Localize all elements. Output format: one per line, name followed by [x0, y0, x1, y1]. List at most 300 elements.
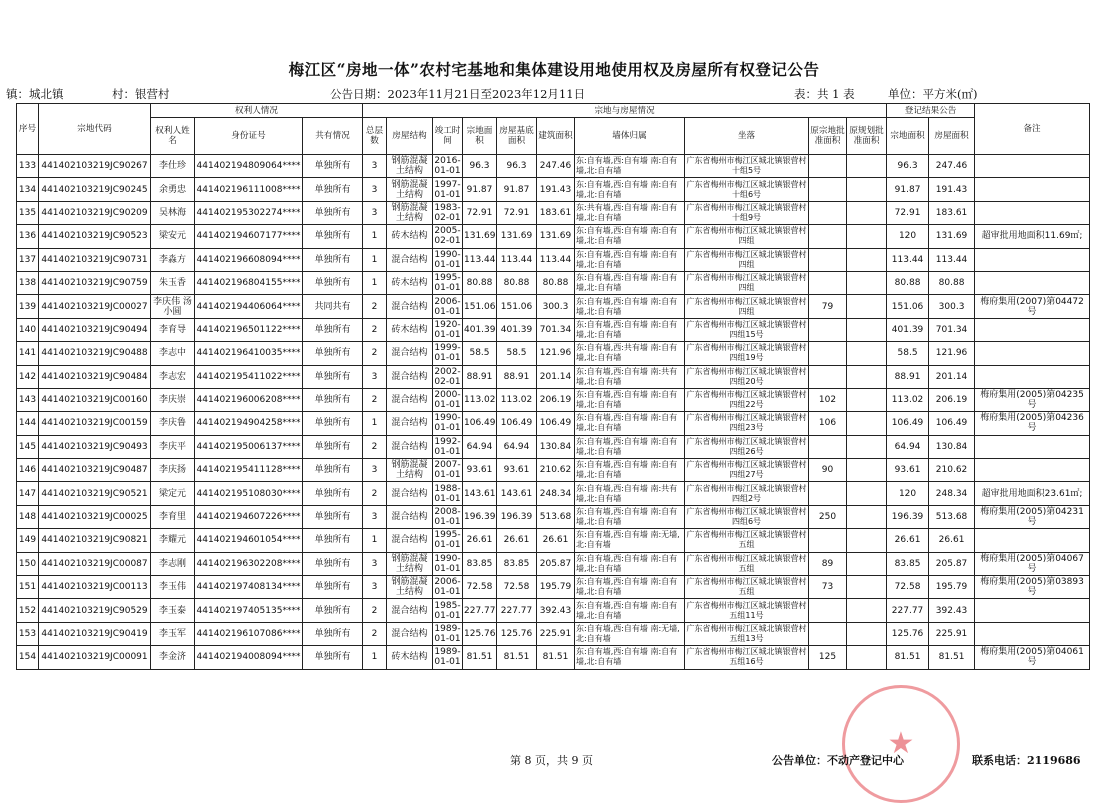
official-seal — [842, 685, 960, 803]
id-cell: 441402196608094**** — [195, 248, 303, 271]
registration-table — [16, 103, 1090, 670]
build-area-cell: 300.3 — [537, 295, 575, 318]
share-cell: 单独所有 — [303, 622, 363, 645]
id-cell: 441402196410035**** — [195, 342, 303, 365]
parcel-code-cell: 441402103219JC90487 — [39, 459, 151, 482]
base-area-cell: 64.94 — [497, 435, 537, 458]
orig-approved-cell — [809, 365, 847, 388]
id-cell: 441402197405135**** — [195, 599, 303, 622]
build-area-cell: 248.34 — [537, 482, 575, 505]
orig-approved-cell: 125 — [809, 646, 847, 669]
location-cell: 广东省梅州市梅江区城北镇银营村四组27号 — [685, 459, 809, 482]
table-row — [17, 576, 1090, 599]
result-land-cell: 113.44 — [887, 248, 929, 271]
seq-cell: 136 — [17, 225, 39, 248]
share-cell: 单独所有 — [303, 342, 363, 365]
share-cell: 单独所有 — [303, 388, 363, 411]
share-cell: 单独所有 — [303, 201, 363, 224]
completed-cell: 1990-01-01 — [434, 553, 461, 574]
build-area-cell: 26.61 — [537, 529, 575, 552]
result-house-cell: 206.19 — [929, 388, 975, 411]
result-land-cell: 151.06 — [887, 295, 929, 318]
seq-cell: 150 — [17, 552, 39, 575]
col-parcel-code: 宗地代码 — [39, 104, 151, 155]
location-cell: 广东省梅州市梅江区城北镇银营村四组23号 — [685, 412, 809, 435]
parcel-code-cell: 441402103219JC90521 — [39, 482, 151, 505]
col-result-house: 房屋面积 — [929, 118, 975, 155]
remark-cell — [975, 271, 1090, 294]
structure-cell: 混合结构 — [387, 435, 433, 458]
land-area-cell: 83.85 — [463, 552, 497, 575]
col-orig-planned: 原规划批准面积 — [847, 118, 887, 155]
result-house-cell: 195.79 — [929, 576, 975, 599]
id-cell: 441402196302208**** — [195, 552, 303, 575]
walls-cell: 东:自有墙,西:自有墙 南:自有墙,北:自有墙 — [575, 412, 685, 435]
build-area-cell: 701.34 — [537, 318, 575, 341]
group-owner: 权利人情况 — [151, 104, 363, 118]
orig-planned-cell — [847, 365, 887, 388]
base-area-cell: 58.5 — [497, 342, 537, 365]
owner-cell: 余勇忠 — [151, 178, 195, 201]
owner-cell: 李淼方 — [151, 248, 195, 271]
seq-cell: 142 — [17, 365, 39, 388]
remark-cell — [975, 318, 1090, 341]
location-cell: 广东省梅州市梅江区城北镇银营村四组26号 — [685, 435, 809, 458]
remark-cell — [975, 365, 1090, 388]
orig-planned-cell — [847, 225, 887, 248]
floors-cell: 2 — [363, 318, 387, 341]
remark-cell — [975, 342, 1090, 365]
table-row — [17, 365, 1090, 388]
floors-cell: 1 — [363, 412, 387, 435]
unit-label: 单位：平方米(㎡) — [888, 87, 978, 101]
land-area-cell: 227.77 — [463, 599, 497, 622]
seq-cell: 143 — [17, 388, 39, 411]
id-cell: 441402195006137**** — [195, 435, 303, 458]
orig-approved-cell — [809, 622, 847, 645]
structure-cell: 混合结构 — [387, 529, 433, 552]
walls-cell: 东:自有墙,西:自有墙 南:无墙,北:自有墙 — [575, 622, 685, 645]
base-area-cell: 143.61 — [497, 482, 537, 505]
land-area-cell: 401.39 — [463, 318, 497, 341]
orig-approved-cell — [809, 529, 847, 552]
parcel-code-cell: 441402103219JC90523 — [39, 225, 151, 248]
land-area-cell: 72.58 — [463, 576, 497, 599]
parcel-code-cell: 441402103219JC00027 — [39, 295, 151, 318]
owner-cell: 李耀元 — [151, 529, 195, 552]
orig-planned-cell — [847, 318, 887, 341]
orig-planned-cell — [847, 482, 887, 505]
table-row — [17, 412, 1090, 435]
orig-approved-cell: 89 — [809, 552, 847, 575]
id-cell: 441402194008094**** — [195, 646, 303, 669]
base-area-cell: 80.88 — [497, 271, 537, 294]
location-cell: 广东省梅州市梅江区城北镇银营村四组 — [685, 271, 809, 294]
floors-cell: 1 — [363, 271, 387, 294]
owner-cell: 梁定元 — [151, 482, 195, 505]
table-row — [17, 318, 1090, 341]
completed-cell: 1999-01-01 — [434, 343, 461, 364]
parcel-code-cell: 441402103219JC90731 — [39, 248, 151, 271]
orig-approved-cell — [809, 482, 847, 505]
result-land-cell: 196.39 — [887, 505, 929, 528]
seq-cell: 153 — [17, 622, 39, 645]
base-area-cell: 227.77 — [497, 599, 537, 622]
floors-cell: 2 — [363, 342, 387, 365]
seq-cell: 152 — [17, 599, 39, 622]
base-area-cell: 83.85 — [497, 552, 537, 575]
table-row — [17, 552, 1090, 575]
parcel-code-cell: 441402103219JC90821 — [39, 529, 151, 552]
col-completed: 竣工时间 — [433, 118, 463, 155]
base-area-cell: 113.44 — [497, 248, 537, 271]
page-title: 梅江区“房地一体”农村宅基地和集体建设用地使用权及房屋所有权登记公告 — [288, 60, 820, 79]
completed-cell: 2002-02-01 — [434, 366, 461, 387]
share-cell: 单独所有 — [303, 529, 363, 552]
col-base-area: 房屋基底面积 — [497, 118, 537, 155]
issuer-label: 公告单位：不动产登记中心 — [772, 754, 904, 767]
base-area-cell: 125.76 — [497, 622, 537, 645]
base-area-cell: 93.61 — [497, 459, 537, 482]
result-house-cell: 247.46 — [929, 155, 975, 178]
result-house-cell: 130.84 — [929, 435, 975, 458]
land-area-cell: 131.69 — [463, 225, 497, 248]
location-cell: 广东省梅州市梅江区城北镇银营村四组 — [685, 225, 809, 248]
structure-cell: 钢筋混凝土结构 — [387, 459, 433, 482]
orig-planned-cell — [847, 599, 887, 622]
result-house-cell: 513.68 — [929, 505, 975, 528]
base-area-cell: 151.06 — [497, 295, 537, 318]
orig-approved-cell: 73 — [809, 576, 847, 599]
table-row — [17, 646, 1090, 669]
location-cell: 广东省梅州市梅江区城北镇银营村四组 — [685, 248, 809, 271]
result-house-cell: 701.34 — [929, 318, 975, 341]
orig-planned-cell — [847, 622, 887, 645]
build-area-cell: 210.62 — [537, 459, 575, 482]
land-area-cell: 151.06 — [463, 295, 497, 318]
table-row — [17, 155, 1090, 178]
col-result-land: 宗地面积 — [887, 118, 929, 155]
owner-cell: 李育里 — [151, 505, 195, 528]
result-land-cell: 26.61 — [887, 529, 929, 552]
share-cell: 单独所有 — [303, 435, 363, 458]
build-area-cell: 130.84 — [537, 435, 575, 458]
structure-cell: 混合结构 — [387, 248, 433, 271]
seq-cell: 138 — [17, 271, 39, 294]
result-land-cell: 93.61 — [887, 459, 929, 482]
table-row — [17, 295, 1090, 318]
build-area-cell: 513.68 — [537, 505, 575, 528]
result-house-cell: 201.14 — [929, 365, 975, 388]
floors-cell: 3 — [363, 459, 387, 482]
structure-cell: 混合结构 — [387, 295, 433, 318]
land-area-cell: 88.91 — [463, 365, 497, 388]
result-land-cell: 91.87 — [887, 178, 929, 201]
star-icon: ★ — [887, 726, 915, 761]
location-cell: 广东省梅州市梅江区城北镇银营村四组15号 — [685, 318, 809, 341]
build-area-cell: 183.61 — [537, 201, 575, 224]
land-area-cell: 96.3 — [463, 155, 497, 178]
orig-approved-cell — [809, 271, 847, 294]
orig-planned-cell — [847, 248, 887, 271]
land-area-cell: 125.76 — [463, 622, 497, 645]
parcel-code-cell: 441402103219JC00160 — [39, 388, 151, 411]
parcel-code-cell: 441402103219JC90245 — [39, 178, 151, 201]
remark-cell: 超审批用地面积11.69㎡; — [975, 225, 1090, 248]
build-area-cell: 106.49 — [537, 412, 575, 435]
location-cell: 广东省梅州市梅江区城北镇银营村四组22号 — [685, 388, 809, 411]
seq-cell: 141 — [17, 342, 39, 365]
completed-cell: 2008-01-01 — [434, 507, 461, 528]
orig-planned-cell — [847, 435, 887, 458]
walls-cell: 东:自有墙,西:自有墙 南:无墙,北:自有墙 — [575, 529, 685, 552]
seq-cell: 145 — [17, 435, 39, 458]
land-area-cell: 143.61 — [463, 482, 497, 505]
col-owner: 权利人姓名 — [151, 118, 195, 155]
owner-cell: 李庆崇 — [151, 388, 195, 411]
orig-approved-cell — [809, 248, 847, 271]
owner-cell: 李育导 — [151, 318, 195, 341]
parcel-code-cell: 441402103219JC00087 — [39, 552, 151, 575]
seq-cell: 133 — [17, 155, 39, 178]
col-land-area: 宗地面积 — [463, 118, 497, 155]
parcel-code-cell: 441402103219JC90484 — [39, 365, 151, 388]
completed-cell: 1997-01-01 — [434, 179, 461, 200]
col-share: 共有情况 — [303, 118, 363, 155]
land-area-cell: 72.91 — [463, 201, 497, 224]
location-cell: 广东省梅州市梅江区城北镇银营村五组 — [685, 552, 809, 575]
id-cell: 441402196006208**** — [195, 388, 303, 411]
result-land-cell: 58.5 — [887, 342, 929, 365]
seq-cell: 149 — [17, 529, 39, 552]
owner-cell: 李玉泰 — [151, 599, 195, 622]
id-cell: 441402194601054**** — [195, 529, 303, 552]
base-area-cell: 91.87 — [497, 178, 537, 201]
structure-cell: 钢筋混凝土结构 — [387, 576, 433, 599]
land-area-cell: 106.49 — [463, 412, 497, 435]
land-area-cell: 58.5 — [463, 342, 497, 365]
structure-cell: 钢筋混凝土结构 — [387, 201, 433, 224]
orig-approved-cell — [809, 225, 847, 248]
location-cell: 广东省梅州市梅江区城北镇银营村四组2号 — [685, 482, 809, 505]
share-cell: 单独所有 — [303, 365, 363, 388]
build-area-cell: 392.43 — [537, 599, 575, 622]
remark-cell — [975, 435, 1090, 458]
walls-cell: 东:自有墙,西:自有墙 南:共有墙,北:自有墙 — [575, 365, 685, 388]
build-area-cell: 206.19 — [537, 388, 575, 411]
floors-cell: 1 — [363, 225, 387, 248]
owner-cell: 李玉伟 — [151, 576, 195, 599]
col-orig-approved: 原宗地批准面积 — [809, 118, 847, 155]
orig-planned-cell — [847, 342, 887, 365]
base-area-cell: 113.02 — [497, 388, 537, 411]
remark-cell: 梅府集用(2005)第04067号 — [975, 552, 1090, 575]
walls-cell: 东:自有墙,西:自有墙 南:自有墙,北:自有墙 — [575, 318, 685, 341]
base-area-cell: 96.3 — [497, 155, 537, 178]
orig-planned-cell — [847, 295, 887, 318]
id-cell: 441402194809064**** — [195, 155, 303, 178]
remark-cell — [975, 529, 1090, 552]
share-cell: 单独所有 — [303, 412, 363, 435]
phone-label: 联系电话：2119686 — [972, 754, 1081, 767]
table-row — [17, 599, 1090, 622]
table-row — [17, 388, 1090, 411]
base-area-cell: 131.69 — [497, 225, 537, 248]
result-land-cell: 113.02 — [887, 388, 929, 411]
structure-cell: 混合结构 — [387, 622, 433, 645]
location-cell: 广东省梅州市梅江区城北镇银营村四组6号 — [685, 505, 809, 528]
orig-approved-cell — [809, 599, 847, 622]
share-cell: 单独所有 — [303, 599, 363, 622]
share-cell: 单独所有 — [303, 459, 363, 482]
walls-cell: 东:自有墙,西:自有墙 南:自有墙,北:自有墙 — [575, 646, 685, 669]
parcel-code-cell: 441402103219JC90488 — [39, 342, 151, 365]
id-cell: 441402196804155**** — [195, 271, 303, 294]
id-cell: 441402194607226**** — [195, 505, 303, 528]
table-row — [17, 529, 1090, 552]
orig-planned-cell — [847, 552, 887, 575]
result-land-cell: 72.58 — [887, 576, 929, 599]
table-count: 表：共 1 表 — [794, 87, 855, 101]
structure-cell: 混合结构 — [387, 365, 433, 388]
table-row — [17, 505, 1090, 528]
structure-cell: 砖木结构 — [387, 646, 433, 669]
orig-planned-cell — [847, 201, 887, 224]
base-area-cell: 106.49 — [497, 412, 537, 435]
col-id: 身份证号 — [195, 118, 303, 155]
remark-cell — [975, 459, 1090, 482]
id-cell: 441402196501122**** — [195, 318, 303, 341]
village-label: 村：银营村 — [112, 87, 170, 101]
build-area-cell: 191.43 — [537, 178, 575, 201]
land-area-cell: 91.87 — [463, 178, 497, 201]
result-land-cell: 227.77 — [887, 599, 929, 622]
seq-cell: 140 — [17, 318, 39, 341]
result-house-cell: 191.43 — [929, 178, 975, 201]
completed-cell: 2005-02-01 — [434, 226, 461, 247]
parcel-code-cell: 441402103219JC00091 — [39, 646, 151, 669]
remark-cell: 超审批用地面积23.61㎡; — [975, 482, 1090, 505]
completed-cell: 1990-01-01 — [434, 413, 461, 434]
orig-approved-cell: 106 — [809, 412, 847, 435]
walls-cell: 东:自有墙,西:自有墙 南:自有墙,北:自有墙 — [575, 225, 685, 248]
remark-cell: 梅府集用(2005)第04236号 — [975, 412, 1090, 435]
owner-cell: 李金济 — [151, 646, 195, 669]
share-cell: 单独所有 — [303, 248, 363, 271]
table-row — [17, 622, 1090, 645]
structure-cell: 混合结构 — [387, 412, 433, 435]
seq-cell: 139 — [17, 295, 39, 318]
orig-approved-cell: 90 — [809, 459, 847, 482]
parcel-code-cell: 441402103219JC00025 — [39, 505, 151, 528]
result-house-cell: 205.87 — [929, 552, 975, 575]
result-land-cell: 81.51 — [887, 646, 929, 669]
orig-planned-cell — [847, 576, 887, 599]
build-area-cell: 80.88 — [537, 271, 575, 294]
orig-planned-cell — [847, 271, 887, 294]
owner-cell: 李庆鲁 — [151, 412, 195, 435]
completed-cell: 1995-01-01 — [434, 530, 461, 551]
parcel-code-cell: 441402103219JC90529 — [39, 599, 151, 622]
remark-cell: 梅府集用(2005)第03893号 — [975, 576, 1090, 599]
orig-planned-cell — [847, 459, 887, 482]
structure-cell: 砖木结构 — [387, 318, 433, 341]
remark-cell — [975, 622, 1090, 645]
table-row — [17, 248, 1090, 271]
floors-cell: 3 — [363, 201, 387, 224]
result-land-cell: 106.49 — [887, 412, 929, 435]
col-walls: 墙体归属 — [575, 118, 685, 155]
parcel-code-cell: 441402103219JC90493 — [39, 435, 151, 458]
structure-cell: 砖木结构 — [387, 271, 433, 294]
result-house-cell: 80.88 — [929, 271, 975, 294]
id-cell: 441402196111008**** — [195, 178, 303, 201]
seq-cell: 137 — [17, 248, 39, 271]
seq-cell: 146 — [17, 459, 39, 482]
floors-cell: 3 — [363, 505, 387, 528]
structure-cell: 砖木结构 — [387, 225, 433, 248]
orig-approved-cell: 102 — [809, 388, 847, 411]
result-house-cell: 248.34 — [929, 482, 975, 505]
base-area-cell: 72.58 — [497, 576, 537, 599]
share-cell: 单独所有 — [303, 482, 363, 505]
orig-planned-cell — [847, 505, 887, 528]
result-house-cell: 121.96 — [929, 342, 975, 365]
structure-cell: 钢筋混凝土结构 — [387, 155, 433, 178]
structure-cell: 混合结构 — [387, 388, 433, 411]
town-label: 镇：城北镇 — [6, 87, 64, 101]
result-house-cell: 392.43 — [929, 599, 975, 622]
orig-planned-cell — [847, 178, 887, 201]
completed-cell: 1983-02-01 — [434, 202, 461, 223]
floors-cell: 3 — [363, 155, 387, 178]
result-land-cell: 120 — [887, 482, 929, 505]
result-land-cell: 88.91 — [887, 365, 929, 388]
owner-cell: 李庆平 — [151, 435, 195, 458]
structure-cell: 混合结构 — [387, 342, 433, 365]
land-area-cell: 80.88 — [463, 271, 497, 294]
location-cell: 广东省梅州市梅江区城北镇银营村五组 — [685, 529, 809, 552]
structure-cell: 混合结构 — [387, 482, 433, 505]
parcel-code-cell: 441402103219JC90267 — [39, 155, 151, 178]
base-area-cell: 81.51 — [497, 646, 537, 669]
seq-cell: 151 — [17, 576, 39, 599]
parcel-code-cell: 441402103219JC90759 — [39, 271, 151, 294]
land-area-cell: 113.02 — [463, 388, 497, 411]
seq-cell: 154 — [17, 646, 39, 669]
result-land-cell: 96.3 — [887, 155, 929, 178]
remark-cell — [975, 178, 1090, 201]
table-row — [17, 201, 1090, 224]
announcement-date: 公告日期：2023年11月21日至2023年12月11日 — [330, 87, 586, 101]
orig-planned-cell — [847, 388, 887, 411]
result-house-cell: 300.3 — [929, 295, 975, 318]
table-row — [17, 225, 1090, 248]
id-cell: 441402195108030**** — [195, 482, 303, 505]
result-house-cell: 131.69 — [929, 225, 975, 248]
orig-approved-cell — [809, 435, 847, 458]
walls-cell: 东:自有墙,西:自有墙 南:自有墙,北:自有墙 — [575, 155, 685, 178]
parcel-code-cell: 441402103219JC90494 — [39, 318, 151, 341]
floors-cell: 2 — [363, 482, 387, 505]
share-cell: 单独所有 — [303, 646, 363, 669]
table-row — [17, 435, 1090, 458]
floors-cell: 2 — [363, 295, 387, 318]
completed-cell: 2007-01-01 — [434, 460, 461, 481]
walls-cell: 东:自有墙,西:自有墙 南:共有墙,北:自有墙 — [575, 482, 685, 505]
orig-approved-cell: 250 — [809, 505, 847, 528]
build-area-cell: 201.14 — [537, 365, 575, 388]
